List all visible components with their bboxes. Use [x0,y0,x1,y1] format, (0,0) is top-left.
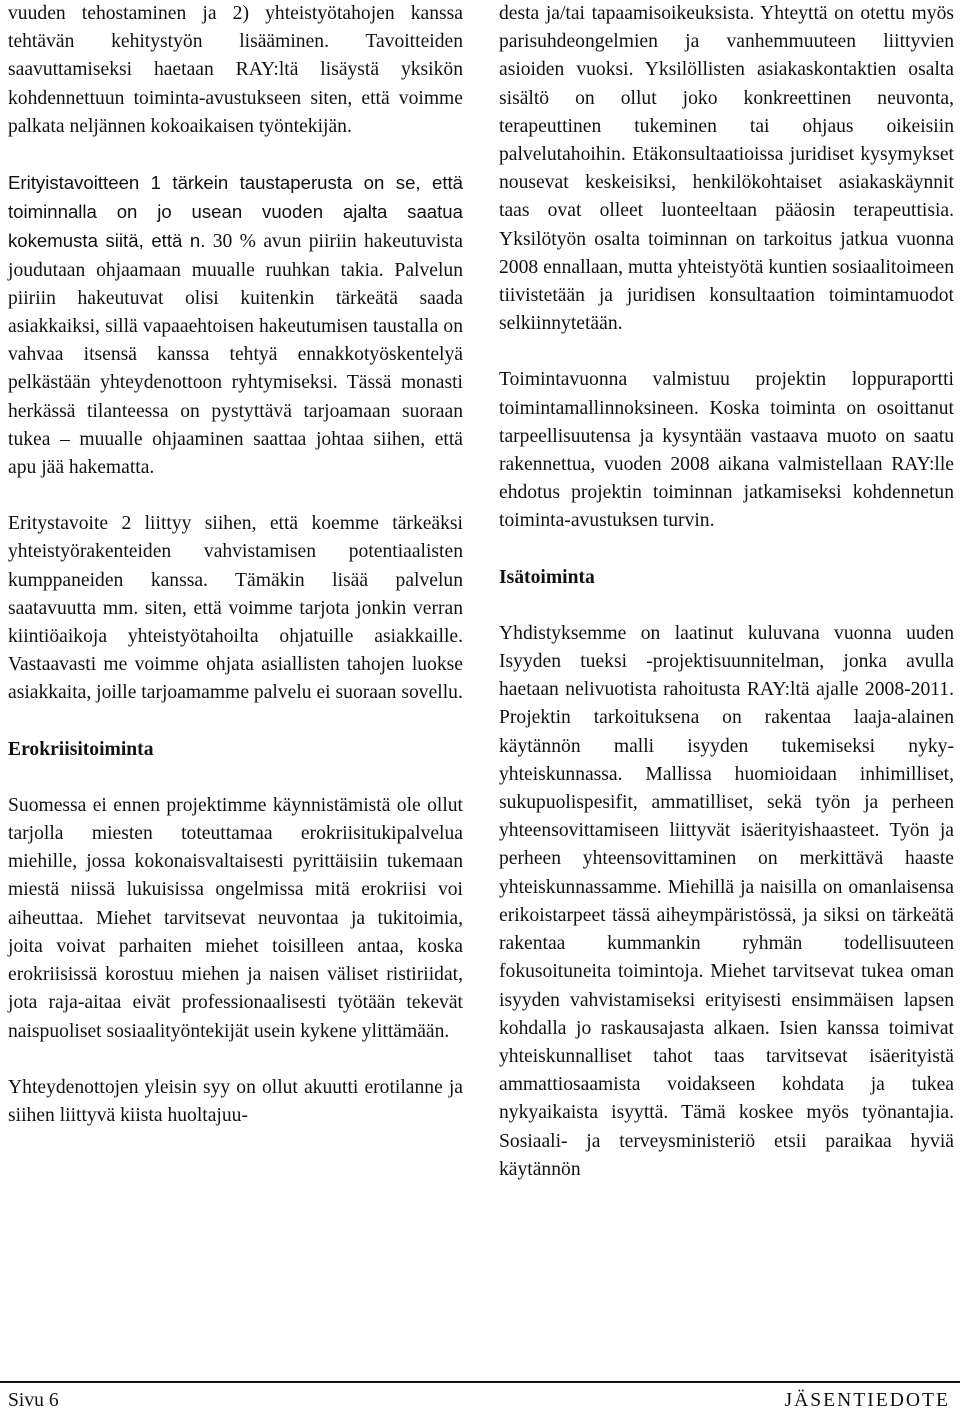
publication-title: JÄSENTIEDOTE [784,1390,950,1411]
page-number: Sivu 6 [8,1390,59,1411]
section-heading-isatoiminta: Isätoiminta [499,566,595,588]
left-paragraph-1: vuuden tehostaminen ja 2) yhteistyötahojen kanssa tehtävän kehitystyön lisääminen. Tavoitteiden saavuttamiseksi haetaan RAY:ltä lisäystä yksikön kohdennettuun toiminta-avustukseen siten, että voimme palkata neljännen kokoaikaisen työntekijän. [8,3,463,137]
footer-rule [0,1381,960,1383]
left-paragraph-2-sans: Erityistavoitteen 1 tärkein taustaperusta on se, että toiminnalla on jo usean vuoden ajalta saatua kokemusta siitä, että n. [8,172,463,252]
left-paragraph-5: Yhteydenottojen yleisin syy on ollut akuutti erotilanne ja siihen liittyvä kiista huoltajuu- [8,1076,463,1126]
right-column [499,0,954,1184]
left-paragraph-4: Suomessa ei ennen projektimme käynnistämistä ole ollut tarjolla miesten toteuttamaa erokriisitukipalvelua miehille, jossa kokonaisvaltaisesti pyrittäisiin tukemaan miestä niissä lukuisissa ongelmissa mitä erokriisi voi aiheuttaa. Miehet tarvitsevat neuvontaa ja tukitoimia, joita voivat parhaiten miehet toisilleen antaa, koska erokriisissä korostuu miehen ja naisen väliset ristiriidat, jota raja-aitaa eivät professionaalisesti työtään tekevät naispuoliset sosiaalityöntekijät usein kykene ylittämään. [8,794,463,1042]
left-column [8,0,463,1130]
page-footer [0,1381,960,1415]
right-paragraph-1: desta ja/tai tapaamisoikeuksista. Yhteyttä on otettu myös parisuhdeongelmien ja vanhemmuuteen liittyvien asioiden vuoksi. Yksilöllisten asiakaskontaktien osalta sisältö on ollut joko konkreettinen neuvonta, terapeuttinen tukeminen tai ohjaus oikeisiin palvelutahoihin. Etäkonsultaatioissa juridiset kysymykset nousevat keskeisiksi, henkilökohtaiset asiakaskäynnit taas ovat olleet luonteeltaan pääosin terapeuttisia. Yksilötyön osalta toiminnan on tarkoitus jatkua vuonna 2008 ennallaan, mutta yhteistyötä kuntien sosiaalitoimeen tiivistetään ja juridisen konsultaation toimintamuodot selkiinnytetään. [499,3,954,335]
right-paragraph-3: Yhdistyksemme on laatinut kuluvana vuonna uuden Isyyden tueksi -projektisuunnitelman, jonka avulla haetaan nelivuotista rahoitusta RAY:ltä ajalle 2008-2011. Projektin tarkoituksena on rakentaa laaja-alainen käytännön malli isyyden tukemiseksi nyky-yhteiskunnassa. Mallissa huomioidaan inhimilliset, sukupuolispesifit, ammatilliset, sekä työn ja perheen yhteensovittamiseen liittyvät isäerityishaasteet. Työn ja perheen yhteensovittaminen on merkittävä haaste yhteiskunnassamme. Miehillä ja naisilla on omanlaisensa erikoistarpeet tässä aiheympäristössä, ja siksi on tärkeätä rakentaa kummankin ryhmän todellisuuteen fokusoituneita toimintoja. Miehet tarvitsevat tukea oman isyyden vahvistamiseksi erityisesti ensimmäisen lapsen kohdalla jo raskausajasta alkaen. Isien kanssa toimivat yhteiskunnalliset tahot taas tarvitsevat isäerityistä ammattiosaamista voidakseen kohdata ja tukea nykyaikaista isyyttä. Tämä koskee myös työnantajia. Sosiaali- ja terveysministeriö etsii paraikaa hyviä käytännön [499,622,954,1180]
left-paragraph-3: Eritystavoite 2 liittyy siihen, että koemme tärkeäksi yhteistyörakenteiden vahvistamisen potentiaalisten kumppaneiden kanssa. Tämäkin lisää palvelun saatavuutta mm. siten, että voimme tarjota jonkin verran kiintiöaikoja yhteistyötahoilta ohjatuille asiakkaille. Vastaavasti me voimme ohjata asiallisten tahojen luokse asiakkaita, joille tarjoamamme palvelu ei suoraan sovellu. [8,513,463,704]
left-paragraph-2-serif: 30 % avun piiriin hakeutuvista joudutaan ohjaamaan muualle ruuhkan takia. Palvelun piiriin hakeutuvat olisi kuitenkin tärkeätä saada asiakkaiksi, sillä vapaaehtoisen hakeutumisen taustalla on vahvaa itsensä kanssa tehtyä ennakkotyöskentelyä pelkästään yhteydenottoon ryhtymiseksi. Tässä monasti herkässä tilanteessa on pystyttävä tarjoamaan suoraan tukea – muualle ohjaaminen saattaa johtaa siihen, että apu jää hakematta. [8,231,463,479]
left-paragraph-2 [8,169,463,482]
section-heading-erokriisitoiminta: Erokriisitoiminta [8,738,154,760]
right-paragraph-2: Toimintavuonna valmistuu projektin loppuraportti toimintamallinnoksineen. Koska toiminta on osoittanut tarpeellisuutensa ja kysyntään vastaava muoto on saatu rakennettua, vuoden 2008 aikana valmistellaan RAY:lle ehdotus projektin toiminnan jatkamiseksi kohdennetun toiminta-avustuksen turvin. [499,369,954,532]
